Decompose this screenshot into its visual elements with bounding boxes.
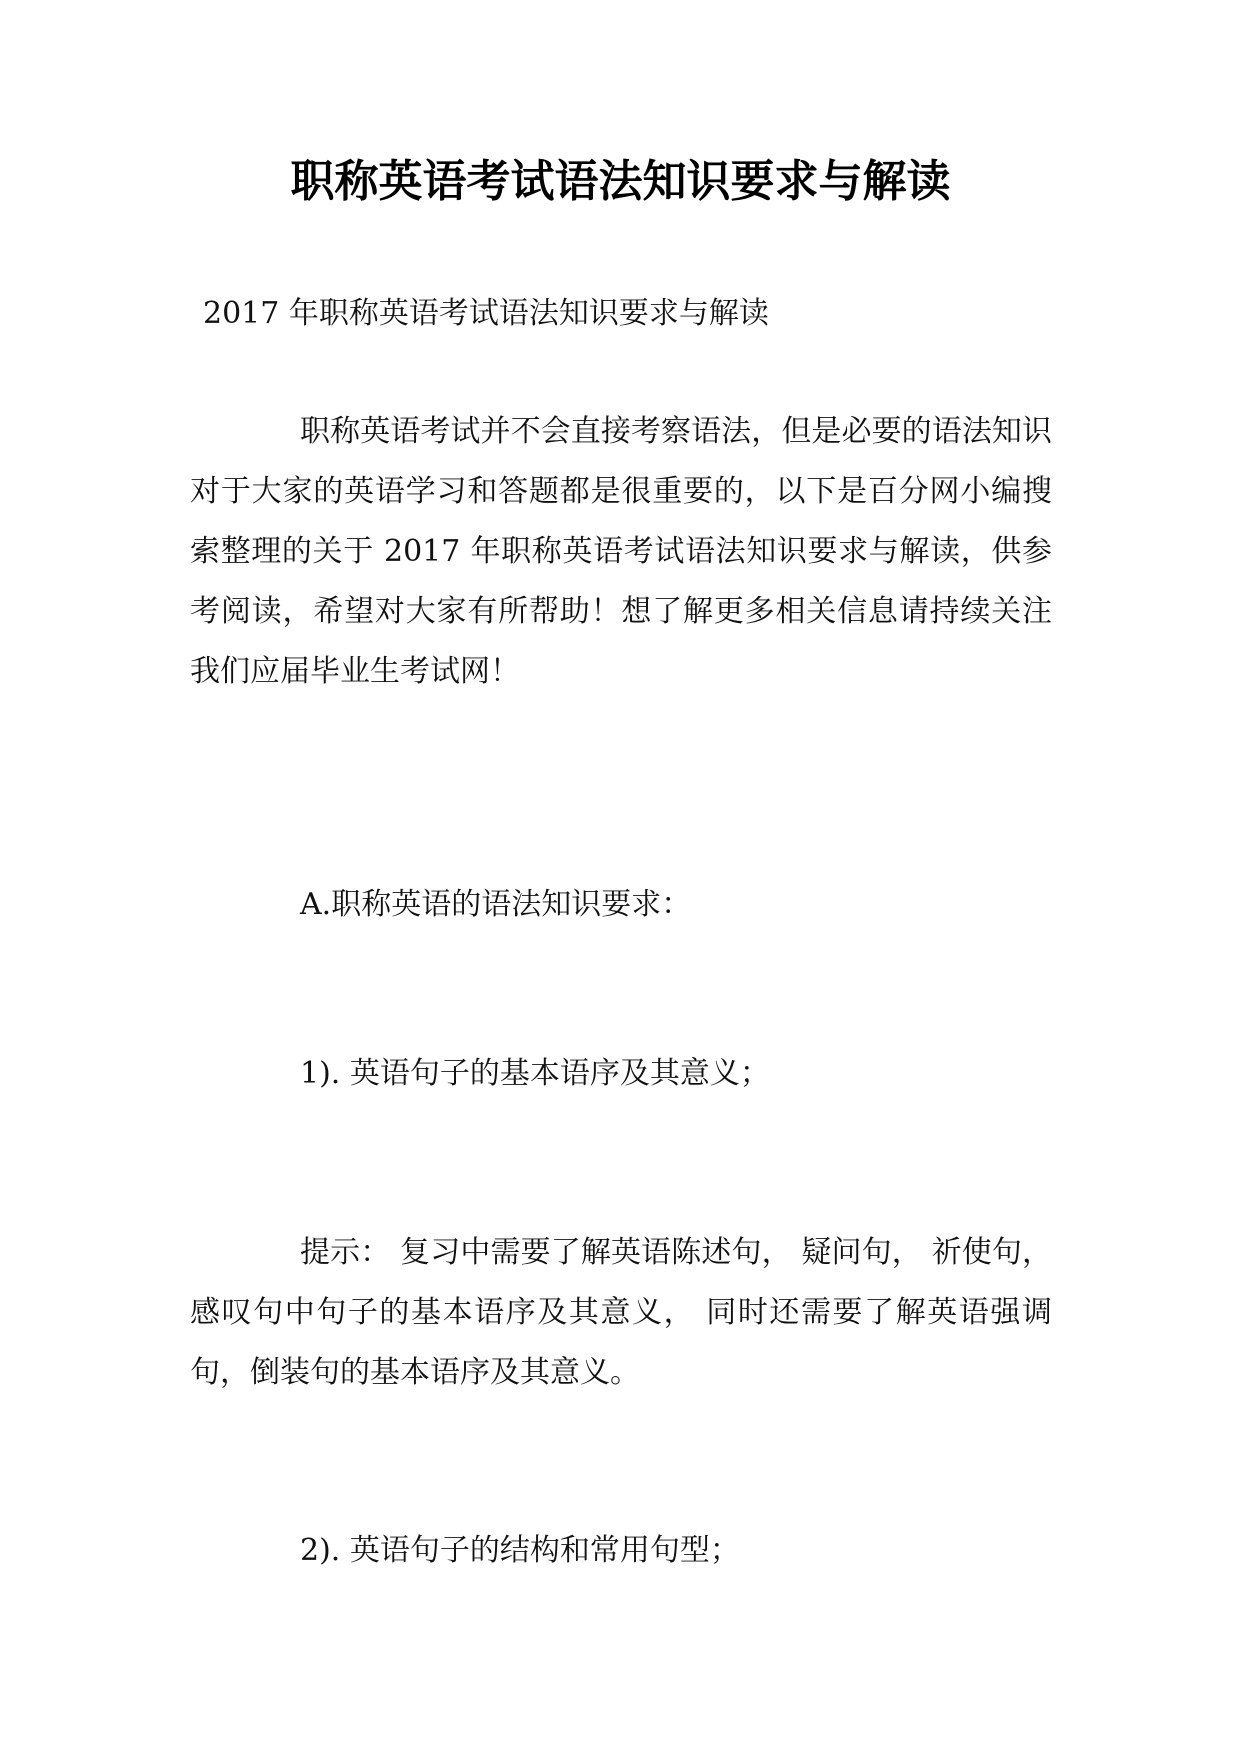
intro-paragraph: 职称英语考试并不会直接考察语法，但是必要的语法知识对于大家的英语学习和答题都是很重要的，以下是百分网小编搜索整理的关于 2017 年职称英语考试语法知识要求与解读，供参考阅读，希望对大家有所帮助！想了解更多相关信息请持续关注我们应届毕业生考试网！ [190, 414, 1052, 689]
list-item-1: 1). 英语句子的基本语序及其意义； [300, 1056, 770, 1091]
document-subtitle: 2017 年职称英语考试语法知识要求与解读 [203, 296, 769, 331]
section-a-heading: A.职称英语的语法知识要求： [300, 887, 692, 922]
tip-paragraph: 提示： 复习中需要了解英语陈述句， 疑问句， 祈使句， 感叹句中句子的基本语序及其意义， 同时还需要了解英语强调句，倒装句的基本语序及其意义。 [190, 1235, 1052, 1390]
list-item-2: 2). 英语句子的结构和常用句型； [300, 1533, 740, 1568]
document-title: 职称英语考试语法知识要求与解读 [290, 156, 951, 207]
